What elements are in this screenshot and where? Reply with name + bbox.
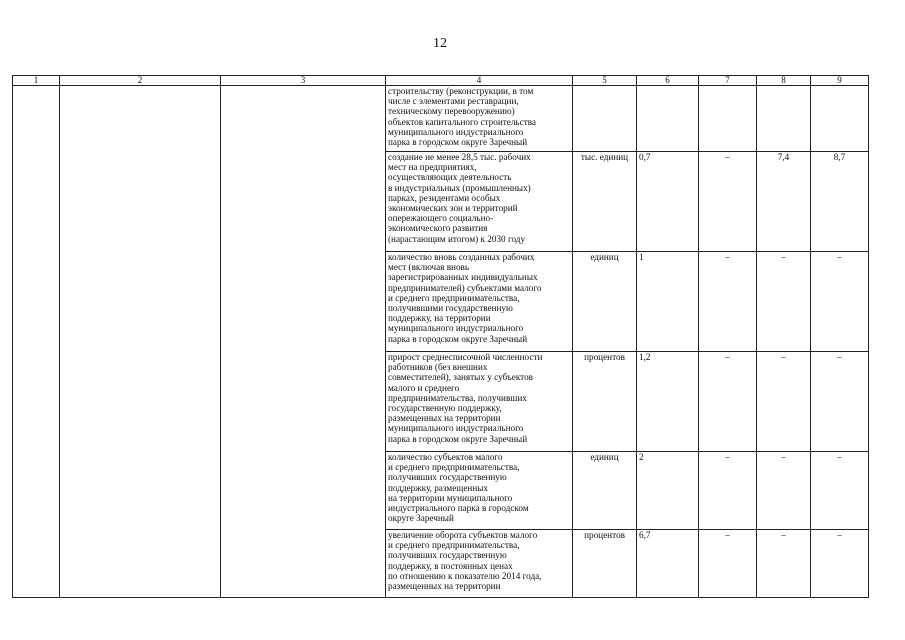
header-col-7: 7 — [699, 76, 757, 86]
header-col-1: 1 — [13, 76, 60, 86]
unit-cell: единиц — [573, 252, 637, 352]
value-cell-8 — [757, 86, 811, 152]
header-col-6: 6 — [637, 76, 699, 86]
value-cell-6: 6,7 — [637, 530, 699, 598]
value-cell-6: 2 — [637, 452, 699, 530]
value-cell-7: – — [699, 452, 757, 530]
value-cell-8: – — [757, 352, 811, 452]
value-cell-9: – — [811, 530, 869, 598]
unit-cell: процентов — [573, 352, 637, 452]
indicator-cell: создание не менее 28,5 тыс. рабочих мест на предприятиях, осуществляющих деятельность в индустриальных (промышленных) парках, резидентами особых экономических зон и территорий опережающего социально- экономического развития (нарастающим итогом) к 2030 году — [386, 152, 573, 252]
header-col-4: 4 — [386, 76, 573, 86]
value-cell-6: 1,2 — [637, 352, 699, 452]
value-cell-9: – — [811, 452, 869, 530]
indicator-cell: прирост среднесписочной численности работников (без внешних совместителей), занятых у субъектов малого и среднего предпринимательства, получивших государственную поддержку, размещенных на территории муниципального индустриального парка в городском округе Заречный — [386, 352, 573, 452]
value-cell-9: – — [811, 252, 869, 352]
indicator-cell: количество вновь созданных рабочих мест (включая вновь зарегистрированных индивидуальных предпринимателей) субъектами малого и среднего предпринимательства, получившими государственную поддержку, на территории муниципального индустриального парка в городском округе Заречный — [386, 252, 573, 352]
value-cell-6 — [637, 86, 699, 152]
value-cell-8: – — [757, 252, 811, 352]
unit-cell: тыс. единиц — [573, 152, 637, 252]
value-cell-9 — [811, 86, 869, 152]
value-cell-8: – — [757, 452, 811, 530]
indicator-cell: строительству (реконструкции, в том числе с элементами реставрации, техническому перевооружению) объектов капитального строительства муниципального индустриального парка в городском округе Заречный — [386, 86, 573, 152]
value-cell-7: – — [699, 530, 757, 598]
unit-cell: процентов — [573, 530, 637, 598]
value-cell-8: 7,4 — [757, 152, 811, 252]
value-cell-9: 8,7 — [811, 152, 869, 252]
value-cell-7 — [699, 86, 757, 152]
header-col-3: 3 — [221, 76, 386, 86]
value-cell-9: – — [811, 352, 869, 452]
cell-col-3 — [221, 86, 386, 598]
value-cell-7: – — [699, 352, 757, 452]
value-cell-7: – — [699, 252, 757, 352]
value-cell-6: 0,7 — [637, 152, 699, 252]
value-cell-8: – — [757, 530, 811, 598]
indicator-cell: увеличение оборота субъектов малого и среднего предпринимательства, получивших государственную поддержку, в постоянных ценах по отношению к показателю 2014 года, размещенных на территории — [386, 530, 573, 598]
value-cell-6: 1 — [637, 252, 699, 352]
header-col-2: 2 — [60, 76, 221, 86]
table-row — [13, 86, 869, 152]
unit-cell — [573, 86, 637, 152]
header-row — [13, 76, 869, 86]
header-col-8: 8 — [757, 76, 811, 86]
cell-col-1 — [13, 86, 60, 598]
header-col-5: 5 — [573, 76, 637, 86]
page-number: 12 — [433, 36, 447, 51]
header-col-9: 9 — [811, 76, 869, 86]
value-cell-7: – — [699, 152, 757, 252]
unit-cell: единиц — [573, 452, 637, 530]
indicators-table — [12, 75, 869, 598]
indicator-cell: количество субъектов малого и среднего предпринимательства, получивших государственную поддержку, размещенных на территории муниципального индустриального парка в городском округе Заречный — [386, 452, 573, 530]
cell-col-2 — [60, 86, 221, 598]
